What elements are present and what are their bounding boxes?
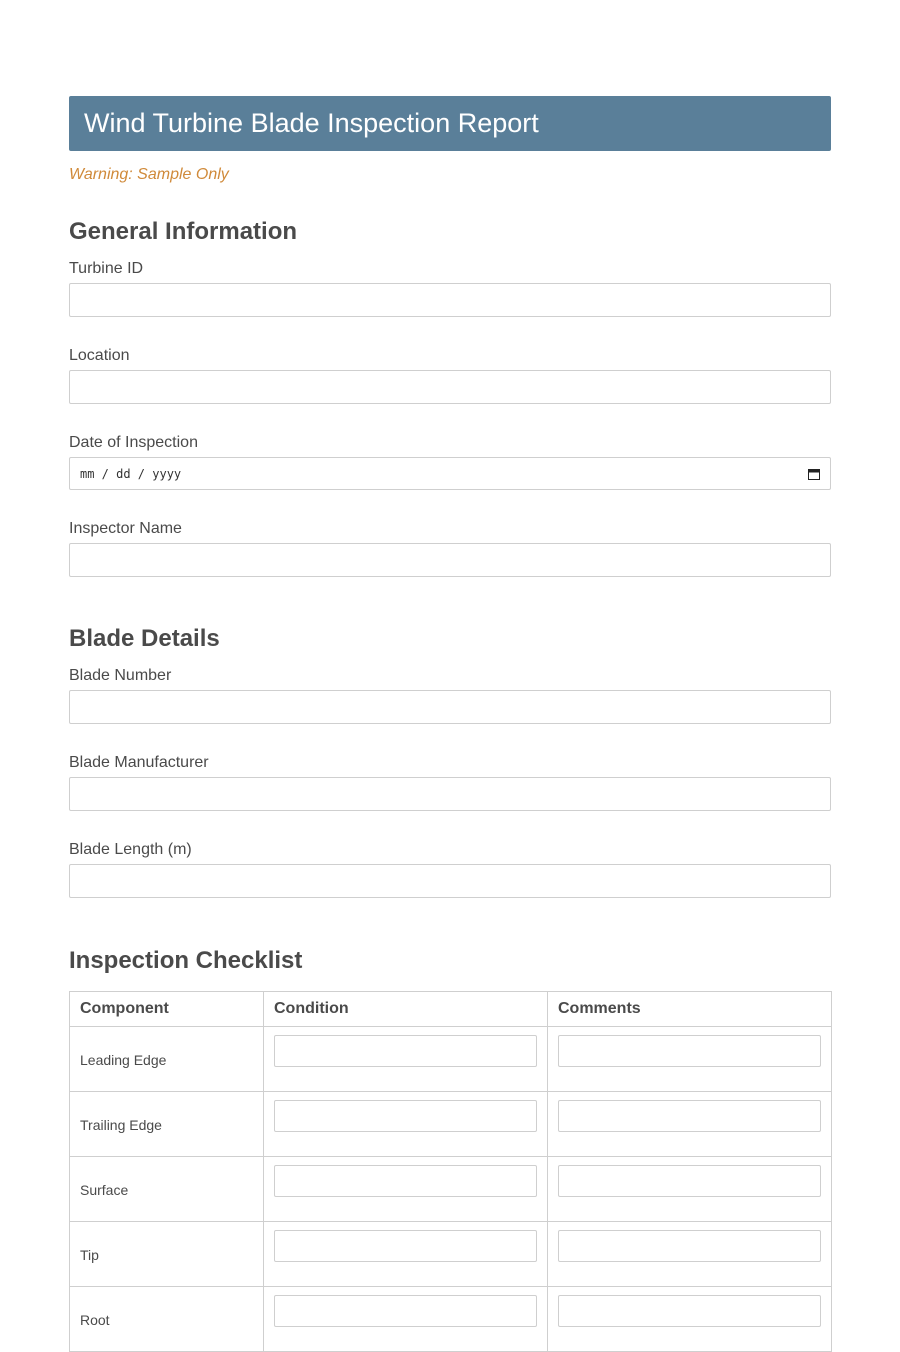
table-row	[70, 1092, 832, 1157]
comments-input[interactable]	[558, 1295, 821, 1327]
column-header-condition: Condition	[264, 992, 548, 1027]
component-name: Root	[80, 1312, 110, 1328]
blade-number-label: Blade Number	[69, 667, 172, 684]
component-name: Leading Edge	[80, 1052, 167, 1068]
condition-cell	[264, 1287, 548, 1352]
turbine-id-label: Turbine ID	[69, 260, 144, 277]
section-heading-general: General Information	[69, 218, 298, 245]
blade-manufacturer-input[interactable]	[69, 777, 831, 811]
component-cell	[70, 1027, 264, 1092]
blade-manufacturer-label: Blade Manufacturer	[69, 754, 209, 771]
location-label: Location	[69, 347, 130, 364]
table-row	[70, 1222, 832, 1287]
page-title: Wind Turbine Blade Inspection Report	[84, 108, 539, 138]
section-heading-blade: Blade Details	[69, 625, 220, 652]
comments-input[interactable]	[558, 1230, 821, 1262]
comments-cell	[548, 1027, 832, 1092]
column-header-component: Component	[70, 992, 264, 1027]
comments-cell	[548, 1222, 832, 1287]
comments-input[interactable]	[558, 1100, 821, 1132]
condition-input[interactable]	[274, 1295, 537, 1327]
blade-number-input[interactable]	[69, 690, 831, 724]
location-input[interactable]	[69, 370, 831, 404]
condition-cell	[264, 1222, 548, 1287]
table-row	[70, 1157, 832, 1222]
title-bar	[69, 96, 831, 151]
table-header-row	[70, 992, 832, 1027]
component-cell	[70, 1092, 264, 1157]
comments-input[interactable]	[558, 1035, 821, 1067]
calendar-icon[interactable]	[808, 468, 820, 480]
inspection-checklist-table	[69, 991, 832, 1352]
warning-note: Warning: Sample Only	[69, 166, 229, 183]
date-placeholder: mm / dd / yyyy	[80, 466, 182, 481]
section-heading-checklist: Inspection Checklist	[69, 947, 303, 974]
condition-input[interactable]	[274, 1100, 537, 1132]
component-name: Surface	[80, 1182, 129, 1198]
comments-input[interactable]	[558, 1165, 821, 1197]
component-name: Tip	[80, 1247, 99, 1263]
table-row	[70, 1027, 832, 1092]
condition-cell	[264, 1027, 548, 1092]
comments-cell	[548, 1287, 832, 1352]
component-name: Trailing Edge	[80, 1117, 162, 1133]
inspector-label: Inspector Name	[69, 520, 182, 537]
table-row	[70, 1287, 832, 1352]
condition-input[interactable]	[274, 1035, 537, 1067]
turbine-id-input[interactable]	[69, 283, 831, 317]
inspector-input[interactable]	[69, 543, 831, 577]
blade-length-label: Blade Length (m)	[69, 841, 192, 858]
date-label: Date of Inspection	[69, 434, 198, 451]
date-input[interactable]	[69, 457, 831, 490]
condition-cell	[264, 1157, 548, 1222]
condition-cell	[264, 1092, 548, 1157]
component-cell	[70, 1287, 264, 1352]
component-cell	[70, 1157, 264, 1222]
comments-cell	[548, 1092, 832, 1157]
condition-input[interactable]	[274, 1165, 537, 1197]
blade-length-input[interactable]	[69, 864, 831, 898]
comments-cell	[548, 1157, 832, 1222]
column-header-comments: Comments	[548, 992, 832, 1027]
report-form	[69, 96, 831, 1352]
component-cell	[70, 1222, 264, 1287]
condition-input[interactable]	[274, 1230, 537, 1262]
